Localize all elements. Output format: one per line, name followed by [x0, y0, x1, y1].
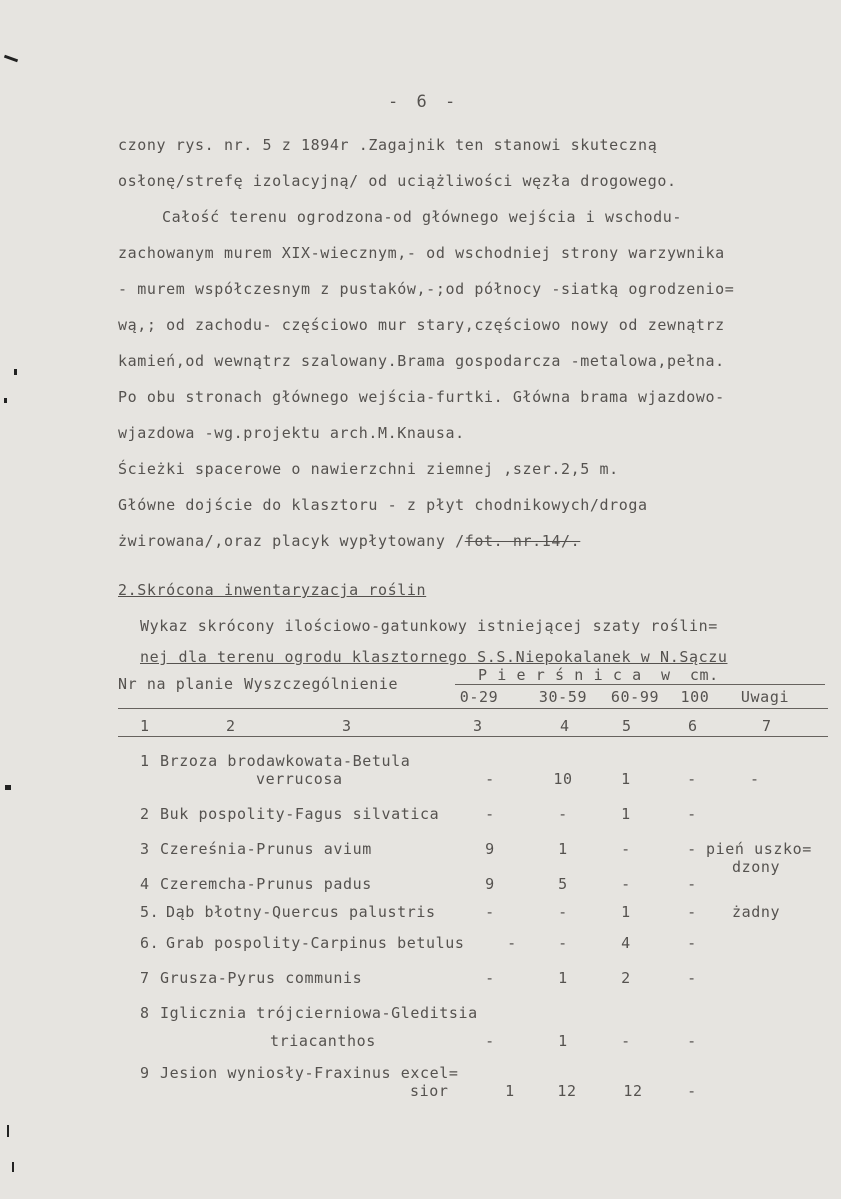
cell-30-59: 1 [558, 840, 568, 858]
margin-mark [7, 1125, 9, 1137]
cell-0-29: 1 [505, 1082, 515, 1100]
cell-100: - [687, 969, 697, 987]
row-nr: 1 [140, 752, 150, 770]
table-subheader: 100 [680, 688, 710, 706]
row-nr: 7 [140, 969, 150, 987]
cell-note-cont: dzony [732, 858, 781, 876]
cell-30-59: 1 [558, 969, 568, 987]
row-nr: 6. [140, 934, 160, 952]
row-nr: 4 [140, 875, 150, 893]
cell-60-99: 1 [621, 903, 631, 921]
text-line: Główne dojście do klasztoru - z płyt chodnikowych/droga [118, 496, 648, 514]
cell-30-59: - [558, 934, 568, 952]
text-line: Całość terenu ogrodzona-od głównego wejścia i wschodu- [162, 208, 683, 226]
cell-100: - [687, 875, 697, 893]
text-line: wjazdowa -wg.projektu arch.M.Knausa. [118, 424, 465, 442]
table-subheader: 60-99 [610, 688, 660, 706]
text-line [118, 532, 580, 550]
row-name: Czeremcha-Prunus padus [160, 875, 372, 893]
row-name-cont: verrucosa [256, 770, 343, 788]
text-line: Ścieżki spacerowe o nawierzchni ziemnej ,szer.2,5 m. [118, 460, 619, 478]
cell-100: - [687, 1032, 697, 1050]
table-rule [455, 684, 825, 685]
row-name: Grusza-Pyrus communis [160, 969, 363, 987]
margin-mark [4, 55, 18, 63]
table-header-name: Wyszczególnienie [244, 675, 399, 693]
text-line: wą,; od zachodu- częściowo mur stary,częściowo nowy od zewnątrz [118, 316, 725, 334]
margin-mark [5, 785, 11, 790]
row-nr: 2 [140, 805, 150, 823]
section-text-line: Wykaz skrócony ilościowo-gatunkowy istniejącej szaty roślin= [140, 617, 718, 635]
table-rule [118, 708, 828, 709]
row-name: Dąb błotny-Quercus palustris [166, 903, 436, 921]
table-header-group: P i e r ś n i c a w cm. [478, 666, 719, 684]
cell-30-59: - [558, 903, 568, 921]
column-number: 6 [688, 717, 698, 735]
row-name-cont: sior [410, 1082, 449, 1100]
table-subheader: Uwagi [740, 688, 790, 706]
margin-mark [12, 1162, 14, 1172]
text-line-part: żwirowana/,oraz placyk wypłytowany / [118, 532, 465, 550]
cell-60-99: 12 [623, 1082, 643, 1100]
cell-100: - [687, 840, 697, 858]
row-name: Jesion wyniosły-Fraxinus excel= [160, 1064, 459, 1082]
cell-60-99: - [621, 875, 631, 893]
cell-60-99: - [621, 840, 631, 858]
row-name: Buk pospolity-Fagus silvatica [160, 805, 440, 823]
column-number: 3 [473, 717, 483, 735]
cell-60-99: 1 [621, 805, 631, 823]
margin-mark [14, 369, 17, 375]
cell-100: - [687, 1082, 697, 1100]
cell-100: - [687, 934, 697, 952]
cell-0-29: - [485, 1032, 495, 1050]
cell-60-99: 1 [621, 770, 631, 788]
cell-0-29: - [485, 969, 495, 987]
cell-0-29: 9 [485, 840, 495, 858]
column-number: 7 [762, 717, 772, 735]
text-line: - murem współczesnym z pustaków,-;od północy -siatką ogrodzenio= [118, 280, 735, 298]
column-number: 5 [622, 717, 632, 735]
row-nr: 8 [140, 1004, 150, 1022]
cell-100: - [687, 770, 697, 788]
cell-0-29: - [485, 770, 495, 788]
cell-30-59: - [558, 805, 568, 823]
cell-30-59: 12 [557, 1082, 577, 1100]
table-rule [118, 736, 828, 737]
page-number: - 6 - [388, 92, 460, 112]
cell-30-59: 5 [558, 875, 568, 893]
row-nr: 3 [140, 840, 150, 858]
cell-60-99: 2 [621, 969, 631, 987]
row-nr: 9 [140, 1064, 150, 1082]
cell-30-59: 10 [553, 770, 573, 788]
column-number: 4 [560, 717, 570, 735]
row-name: Czereśnia-Prunus avium [160, 840, 372, 858]
row-name: Brzoza brodawkowata-Betula [160, 752, 411, 770]
row-name-cont: triacanthos [270, 1032, 376, 1050]
cell-note: pień uszko= [706, 840, 812, 858]
text-line: kamień,od wewnątrz szalowany.Brama gospodarcza -metalowa,pełna. [118, 352, 725, 370]
cell-60-99: - [621, 1032, 631, 1050]
column-number: 1 [140, 717, 150, 735]
table-header-nr: Nr na planie [118, 675, 234, 693]
cell-100: - [687, 903, 697, 921]
row-nr: 5. [140, 903, 160, 921]
section-title: 2.Skrócona inwentaryzacja roślin [118, 581, 427, 599]
section-text-line: nej dla terenu ogrodu klasztornego S.S.Niepokalanek w N.Sączu [140, 648, 728, 666]
text-line: Po obu stronach głównego wejścia-furtki. Główna brama wjazdowo- [118, 388, 725, 406]
table-subheader: 30-59 [538, 688, 588, 706]
cell-0-29: - [485, 805, 495, 823]
cell-0-29: 9 [485, 875, 495, 893]
row-name: Iglicznia trójcierniowa-Gleditsia [160, 1004, 478, 1022]
text-line: osłonę/strefę izolacyjną/ od uciążliwości węzła drogowego. [118, 172, 677, 190]
cell-0-29: - [507, 934, 517, 952]
struck-text: fot. nr.14/. [464, 532, 581, 550]
cell-60-99: 4 [621, 934, 631, 952]
cell-0-29: - [485, 903, 495, 921]
row-name: Grab pospolity-Carpinus betulus [166, 934, 465, 952]
column-number: 2 [226, 717, 236, 735]
cell-note: - [750, 770, 760, 788]
column-number: 3 [342, 717, 352, 735]
table-subheader: 0-29 [459, 688, 499, 706]
text-line: zachowanym murem XIX-wiecznym,- od wschodniej strony warzywnika [118, 244, 725, 262]
cell-note: żadny [732, 903, 781, 921]
cell-100: - [687, 805, 697, 823]
text-line: czony rys. nr. 5 z 1894r .Zagajnik ten stanowi skuteczną [118, 136, 658, 154]
margin-mark [4, 398, 7, 403]
cell-30-59: 1 [558, 1032, 568, 1050]
